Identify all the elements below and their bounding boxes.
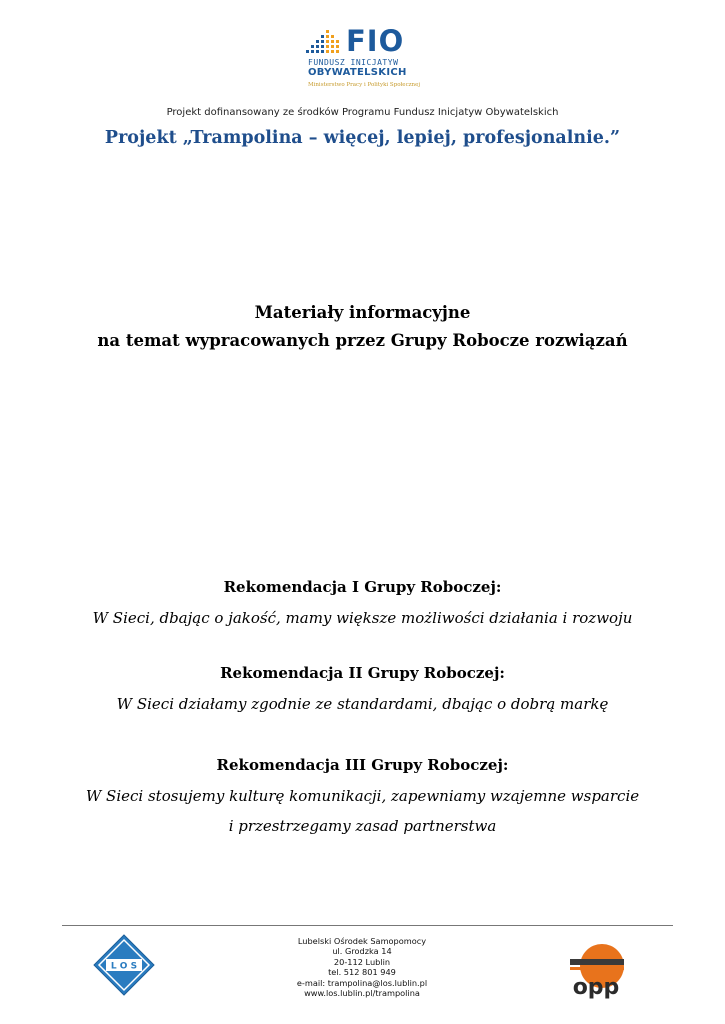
footer-website[interactable]: www.los.lublin.pl/trampolina	[304, 988, 420, 999]
opp-logo-icon	[566, 942, 628, 1000]
fio-logo-line1: FUNDUSZ INICJATYW	[308, 58, 399, 67]
fio-logo-line2: OBYWATELSKICH	[308, 67, 407, 78]
recommendation-3-text-line2: i przestrzegamy zasad partnerstwa	[228, 817, 497, 835]
fio-logo-line3: Ministerstwo Pracy i Polityki Społecznej	[308, 82, 421, 88]
recommendation-3-heading: Rekomendacja III Grupy Roboczej:	[216, 756, 509, 774]
recommendation-1-heading: Rekomendacja I Grupy Roboczej:	[223, 578, 502, 596]
footer-email[interactable]: e-mail: trampolina@los.lublin.pl	[296, 977, 428, 988]
recommendation-1-text: W Sieci, dbając o jakość, mamy większe możliwości działania i rozwoju	[92, 609, 633, 627]
los-logo-text: L O S	[110, 961, 138, 972]
fio-logo-word: FIO	[346, 24, 405, 58]
footer-address-line: 20-112 Lublin	[333, 956, 391, 967]
footer-address-line: tel. 512 801 949	[328, 967, 396, 978]
footer-address-line: ul. Grodzka 14	[332, 946, 392, 957]
footer-address	[250, 936, 474, 998]
footer-divider	[62, 925, 673, 926]
project-title: Projekt „Trampolina – więcej, lepiej, profesjonalnie.”	[104, 128, 621, 148]
recommendation-3-text-line1: W Sieci stosujemy kulturę komunikacji, zapewniamy wzajemne wsparcie	[85, 787, 640, 805]
opp-logo-text: opp	[572, 975, 620, 1000]
fio-logo	[306, 24, 421, 96]
los-logo-icon	[92, 933, 156, 997]
document-title-line1: Materiały informacyjne	[254, 303, 471, 322]
recommendation-2-text: W Sieci działamy zgodnie ze standardami, dbając o dobrą markę	[116, 695, 609, 713]
footer-address-line: Lubelski Ośrodek Samopomocy	[297, 936, 427, 946]
recommendation-2-heading: Rekomendacja II Grupy Roboczej:	[220, 664, 505, 682]
document-title-line2: na temat wypracowanych przez Grupy Robocze rozwiązań	[97, 331, 628, 350]
fio-dots-icon	[306, 28, 342, 54]
funding-note: Projekt dofinansowany ze środków Programu Fundusz Inicjatyw Obywatelskich	[166, 107, 559, 118]
